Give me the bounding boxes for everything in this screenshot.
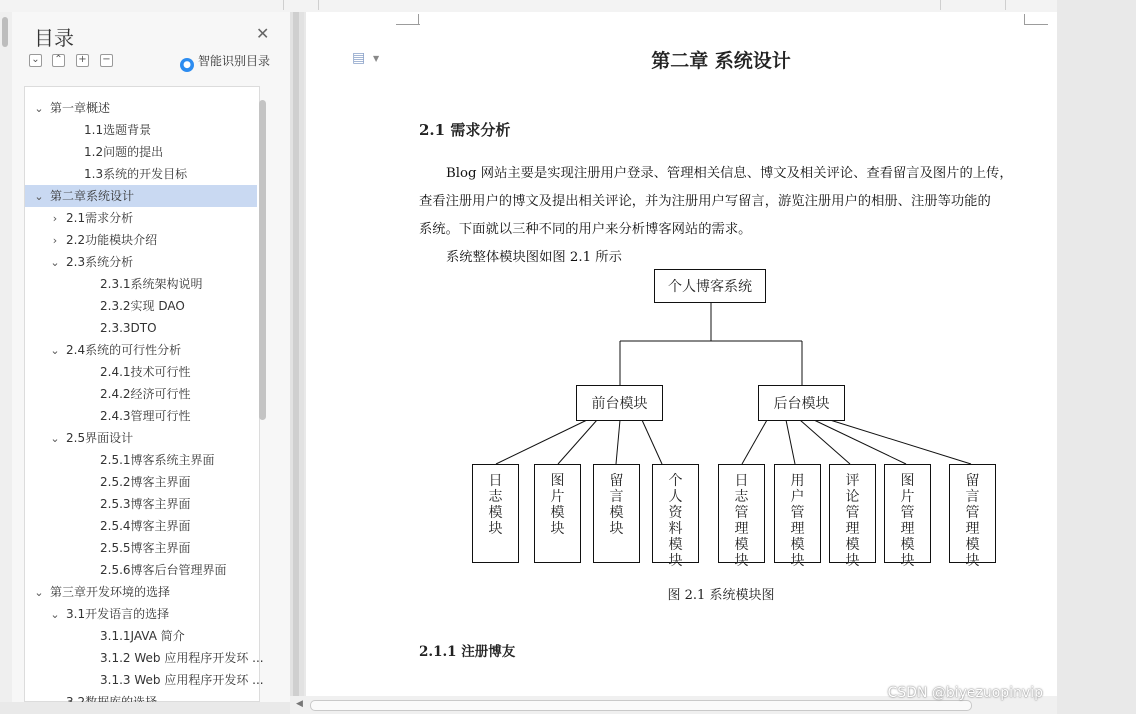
paragraph-line: 系统。下面就以三种不同的用户来分析博客网站的需求。 <box>419 222 752 237</box>
document-icon[interactable]: ▤ <box>352 50 366 66</box>
chevron-down-icon[interactable]: ⌄ <box>34 586 44 599</box>
left-edge-scrollbar[interactable] <box>0 12 12 702</box>
leaf-label: 评论管理模块 <box>845 473 860 569</box>
splitter-thumb[interactable] <box>293 12 299 702</box>
toc-item-label: 1.1选题背景 <box>84 123 152 137</box>
toc-item[interactable] <box>25 273 257 295</box>
leaf-label: 留言管理模块 <box>965 473 980 569</box>
toc-tree <box>24 86 264 702</box>
toc-item[interactable] <box>25 141 257 163</box>
chevron-down-icon[interactable]: ⌄ <box>50 432 60 445</box>
toc-item-label: 第一章概述 <box>50 101 111 115</box>
toc-item[interactable] <box>25 471 257 493</box>
top-ruler-strip <box>0 0 1057 12</box>
h-scroll-thumb[interactable] <box>310 700 972 711</box>
toc-item[interactable] <box>25 207 257 229</box>
toc-item-label: 2.5.1博客系统主界面 <box>100 453 215 467</box>
diagram-leaf-node <box>718 464 765 569</box>
document-page <box>306 12 1057 696</box>
toc-item-label: 2.5.2博客主界面 <box>100 475 191 489</box>
diagram-front-node: 前台模块 <box>576 385 663 421</box>
bottom-left-strip <box>0 702 290 714</box>
toc-item-label: 2.2功能模块介绍 <box>66 233 158 247</box>
collapse-button[interactable]: ⌃ <box>52 54 65 67</box>
toc-item-label: 2.5.3博客主界面 <box>100 497 191 511</box>
paragraph-line: 查看注册用户的博文及提出相关评论，并为注册用户写留言，游览注册用户的相册、注册等功能的 <box>419 194 991 209</box>
toc-item[interactable] <box>25 515 257 537</box>
panel-splitter[interactable] <box>290 12 304 702</box>
diagram-leaf-node <box>652 464 699 569</box>
leaf-label: 日志模块 <box>488 473 503 537</box>
toc-item-label: 2.4系统的可行性分析 <box>66 343 182 357</box>
leaf-label: 日志管理模块 <box>734 473 749 569</box>
panel-title: 目录 <box>34 26 74 50</box>
toc-item-label: 2.4.1技术可行性 <box>100 365 191 379</box>
chevron-down-icon[interactable]: ⌄ <box>50 256 60 269</box>
diagram-leaf-node <box>593 464 640 563</box>
toc-item-label: 第二章系统设计 <box>50 189 135 203</box>
leaf-label: 图片管理模块 <box>900 473 915 569</box>
toc-item[interactable] <box>25 427 257 449</box>
toc-item-label: 1.3系统的开发目标 <box>84 167 188 181</box>
toc-item-label: 2.4.2经济可行性 <box>100 387 191 401</box>
toc-item-label: 3.1.2 Web 应用程序开发环 ... <box>100 651 264 665</box>
diagram-root-node: 个人博客系统 <box>654 269 766 303</box>
diagram-leaf-node <box>829 464 876 569</box>
toc-item[interactable] <box>25 669 264 691</box>
dropdown-arrow-icon[interactable]: ▼ <box>373 54 380 63</box>
toc-item[interactable] <box>25 339 257 361</box>
leaf-label: 用户管理模块 <box>790 473 805 569</box>
diagram-leaf-node <box>534 464 581 563</box>
chevron-right-icon[interactable]: › <box>52 212 58 225</box>
toc-item-label: 3.1.1JAVA 简介 <box>100 629 185 643</box>
leaf-label: 个人资料模块 <box>668 473 683 569</box>
leaf-label: 图片模块 <box>550 473 565 537</box>
toc-item[interactable] <box>25 383 257 405</box>
subsection-title: 2.1.1 注册博友 <box>419 644 516 660</box>
toc-item[interactable] <box>25 603 257 625</box>
chevron-down-icon[interactable]: ⌄ <box>34 190 44 203</box>
scroll-thumb[interactable] <box>2 17 8 47</box>
smart-toc-icon: ● <box>180 58 194 72</box>
toc-item[interactable] <box>25 317 257 339</box>
smart-toc-label: 智能识别目录 <box>198 54 271 68</box>
toc-item-label: 2.4.3管理可行性 <box>100 409 191 423</box>
toc-item-label: 3.1开发语言的选择 <box>66 607 170 621</box>
diagram-leaf-node <box>884 464 931 569</box>
toc-panel <box>12 12 290 702</box>
toc-item-label: 2.3.3DTO <box>100 321 157 335</box>
toc-item[interactable] <box>25 405 257 427</box>
smart-toc-button[interactable] <box>180 52 270 72</box>
toc-item[interactable] <box>25 537 257 559</box>
chevron-down-icon[interactable]: ⌄ <box>50 608 60 621</box>
watermark: CSDN @biyezuopinvip <box>887 685 1043 701</box>
toc-item-label: 第三章开发环境的选择 <box>50 585 171 599</box>
diagram-leaf-node <box>774 464 821 569</box>
close-icon[interactable]: ✕ <box>256 24 270 43</box>
toc-item[interactable] <box>25 119 257 141</box>
toc-item[interactable] <box>25 559 257 581</box>
toc-item[interactable] <box>25 163 257 185</box>
toc-item-label: 2.3.1系统架构说明 <box>100 277 203 291</box>
toc-scroll-thumb[interactable] <box>259 100 266 420</box>
expand-button[interactable]: + <box>76 54 89 67</box>
section-title: 2.1 需求分析 <box>419 121 511 139</box>
toc-item-label: 2.5界面设计 <box>66 431 134 445</box>
chevron-down-icon[interactable]: ⌄ <box>34 102 44 115</box>
toc-item[interactable] <box>25 97 257 119</box>
toc-item[interactable] <box>25 361 257 383</box>
ruler-tick <box>283 0 284 10</box>
ruler-tick <box>318 0 319 10</box>
scroll-left-icon[interactable]: ◀ <box>296 699 303 709</box>
figure-caption: 图 2.1 系统模块图 <box>667 588 775 603</box>
toc-item[interactable] <box>25 251 257 273</box>
toc-item-label: 2.5.5博客主界面 <box>100 541 191 555</box>
collapse-all-button[interactable]: ⌄ <box>29 54 42 67</box>
diagram-leaf-node <box>949 464 996 569</box>
ruler-tick <box>1005 0 1006 10</box>
toc-scrollbar[interactable] <box>258 86 268 700</box>
paragraph-line: Blog 网站主要是实现注册用户登录、管理相关信息、博文及相关评论、查看留言及图片的上传， <box>446 166 1013 181</box>
toc-item[interactable] <box>25 625 257 647</box>
toc-item-label: 2.5.6博客后台管理界面 <box>100 563 227 577</box>
toc-item[interactable] <box>25 581 257 603</box>
toc-item-label: 2.3.2实现 DAO <box>100 299 185 313</box>
toc-item[interactable] <box>25 295 257 317</box>
toc-item-label: 1.2问题的提出 <box>84 145 164 159</box>
toc-item[interactable] <box>25 185 257 207</box>
toc-item[interactable] <box>25 493 257 515</box>
remove-button[interactable]: − <box>100 54 113 67</box>
toc-item-label: 2.1需求分析 <box>66 211 134 225</box>
chapter-title: 第二章 系统设计 <box>651 50 791 72</box>
toc-item[interactable] <box>25 449 257 471</box>
toc-item[interactable] <box>25 647 264 669</box>
toc-item-label: 2.3系统分析 <box>66 255 134 269</box>
chevron-right-icon[interactable]: › <box>52 234 58 247</box>
toc-item-label: 3.1.3 Web 应用程序开发环 ... <box>100 673 264 687</box>
figure-intro: 系统整体模块图如图 2.1 所示 <box>446 250 622 265</box>
chevron-down-icon[interactable]: ⌄ <box>50 344 60 357</box>
toc-item[interactable] <box>25 229 257 251</box>
leaf-label: 留言模块 <box>609 473 624 537</box>
diagram-leaf-node <box>472 464 519 563</box>
toc-item-label: 2.5.4博客主界面 <box>100 519 191 533</box>
ruler-tick <box>940 0 941 10</box>
diagram-back-node: 后台模块 <box>758 385 845 421</box>
